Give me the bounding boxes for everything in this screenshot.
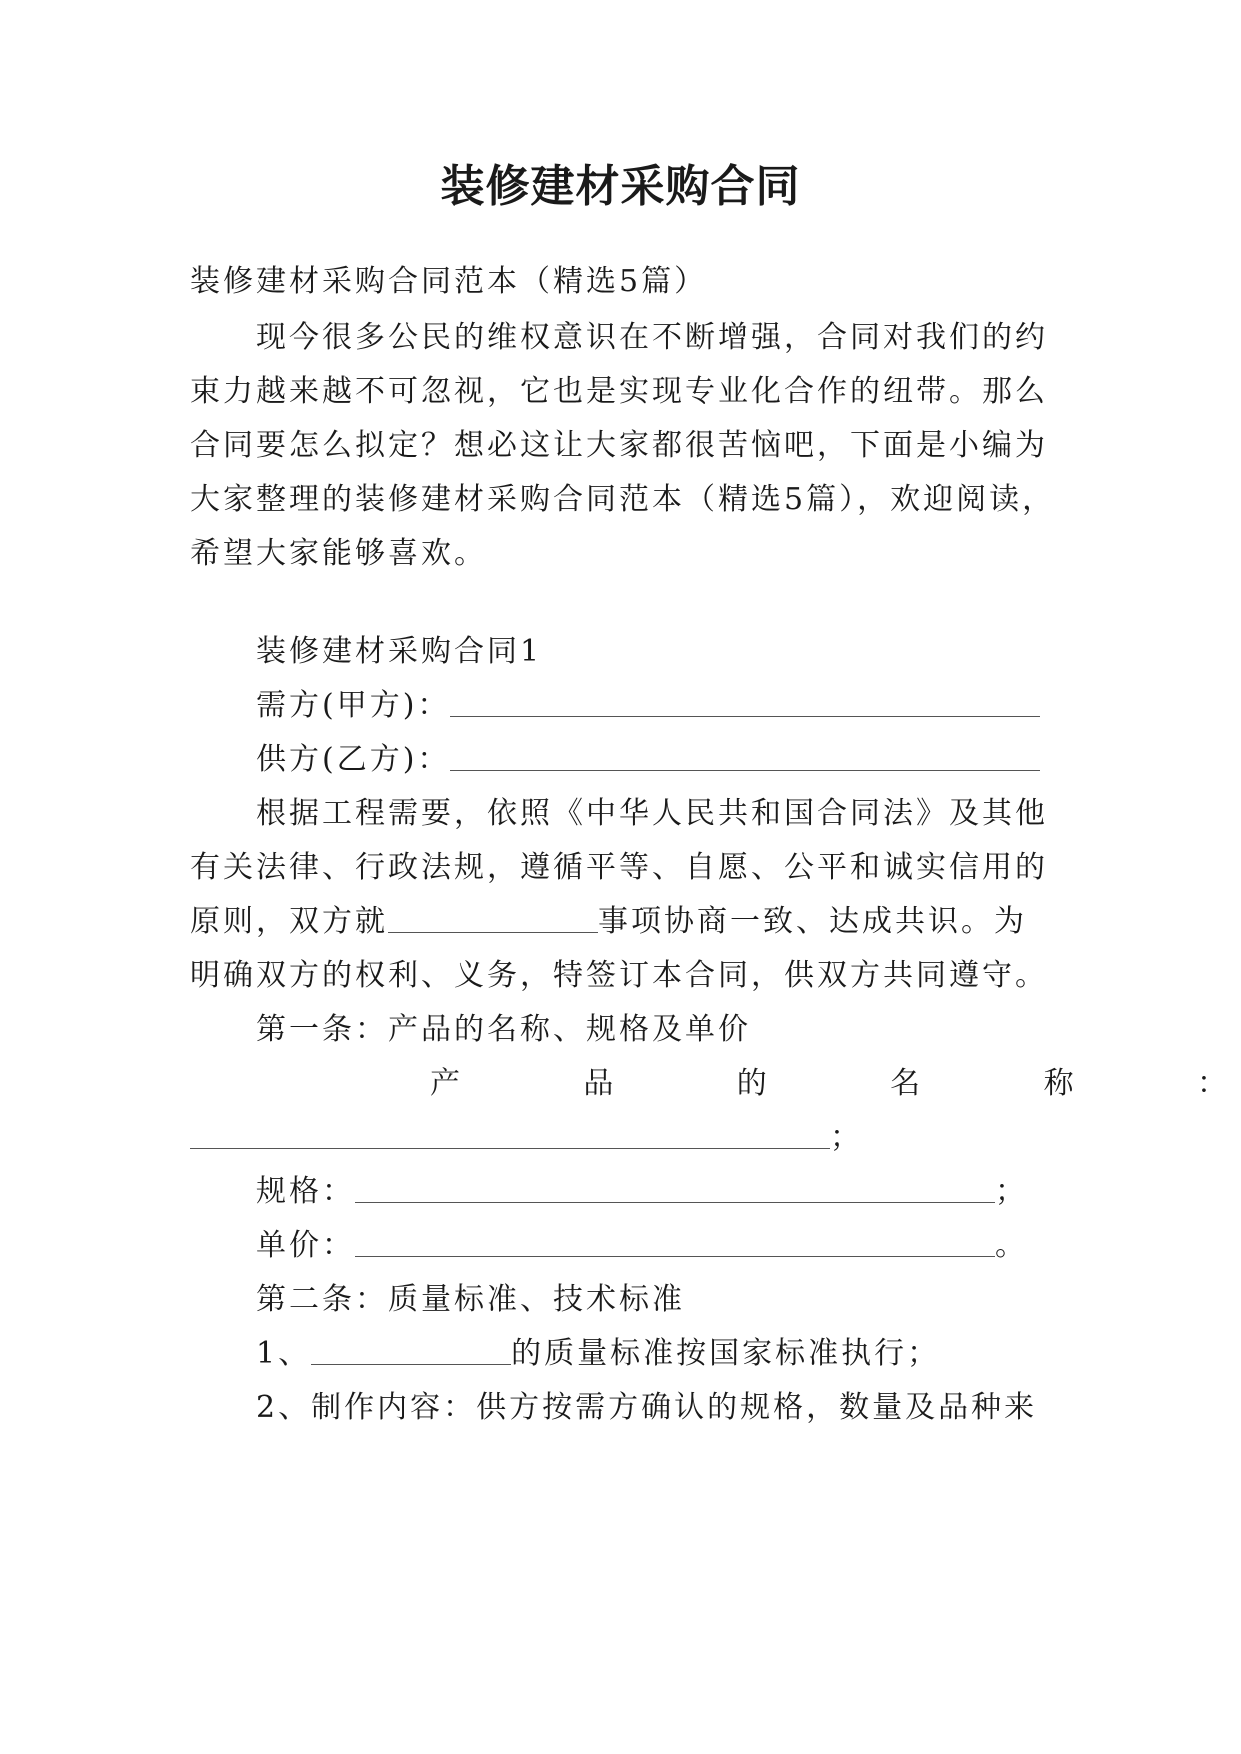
intro-line-5: 希望大家能够喜欢。 <box>190 536 487 571</box>
party-b-row <box>190 740 1116 780</box>
party-a-blank[interactable] <box>450 688 1040 717</box>
intro-line-1: 现今很多公民的维权意识在不断增强，合同对我们的约 <box>256 320 1048 355</box>
contract-heading: 装修建材采购合同1 <box>256 634 543 669</box>
product-name-blank[interactable] <box>190 1120 830 1149</box>
product-name-char: ： <box>1196 1066 1230 1101</box>
spec-row <box>190 1172 1116 1212</box>
product-name-label <box>190 1064 1230 1104</box>
item-1-suffix: 的质量标准按国家标准执行； <box>511 1336 941 1371</box>
article-2-heading: 第二条：质量标准、技术标准 <box>256 1282 685 1317</box>
spec-blank[interactable] <box>355 1174 995 1203</box>
subtitle: 装修建材采购合同范本（精选5篇） <box>190 264 708 299</box>
product-name-chars <box>190 1064 1230 1104</box>
item-1-blank[interactable] <box>311 1336 511 1365</box>
item-2: 2、制作内容：供方按需方确认的规格，数量及品种来 <box>256 1390 1038 1425</box>
basis-line-4: 明确双方的权利、义务，特签订本合同，供双方共同遵守。 <box>190 958 1048 993</box>
item-1-prefix: 1、 <box>256 1336 312 1371</box>
document-title: 装修建材采购合同 <box>440 161 801 212</box>
party-a-label: 需方(甲方)： <box>256 688 451 723</box>
party-b-blank[interactable] <box>450 742 1040 771</box>
period: 。 <box>995 1228 1028 1263</box>
product-name-char: 品 <box>583 1066 617 1101</box>
price-blank[interactable] <box>355 1228 995 1257</box>
intro-line-2: 束力越来越不可忽视，它也是实现专业化合作的纽带。那么 <box>190 374 1048 409</box>
semicolon: ； <box>995 1174 1028 1209</box>
party-b-label: 供方(乙方)： <box>256 742 451 777</box>
price-label: 单价： <box>256 1228 355 1263</box>
basis-line-3-end: 事项协商一致、达成共识。为 <box>598 904 1027 939</box>
article-1-heading: 第一条：产品的名称、规格及单价 <box>256 1012 751 1047</box>
spec-label: 规格： <box>256 1174 355 1209</box>
price-row <box>190 1226 1116 1266</box>
product-name-row <box>190 1118 1050 1158</box>
intro-line-4: 大家整理的装修建材采购合同范本（精选5篇），欢迎阅读， <box>190 482 1056 517</box>
basis-line-3-start: 原则，双方就 <box>190 904 388 939</box>
matter-blank[interactable] <box>388 904 598 933</box>
item-1-row <box>190 1334 1116 1374</box>
party-a-row <box>190 686 1116 726</box>
intro-line-3: 合同要怎么拟定？想必这让大家都很苦恼吧，下面是小编为 <box>190 428 1048 463</box>
product-name-char: 名 <box>890 1066 924 1101</box>
semicolon: ； <box>830 1120 863 1155</box>
basis-line-2: 有关法律、行政法规，遵循平等、自愿、公平和诚实信用的 <box>190 850 1048 885</box>
basis-line-3 <box>190 902 1050 942</box>
product-name-char: 的 <box>736 1066 770 1101</box>
product-name-char: 产 <box>430 1066 463 1101</box>
basis-line-1: 根据工程需要，依照《中华人民共和国合同法》及其他 <box>256 796 1048 831</box>
product-name-char: 称 <box>1043 1066 1077 1101</box>
